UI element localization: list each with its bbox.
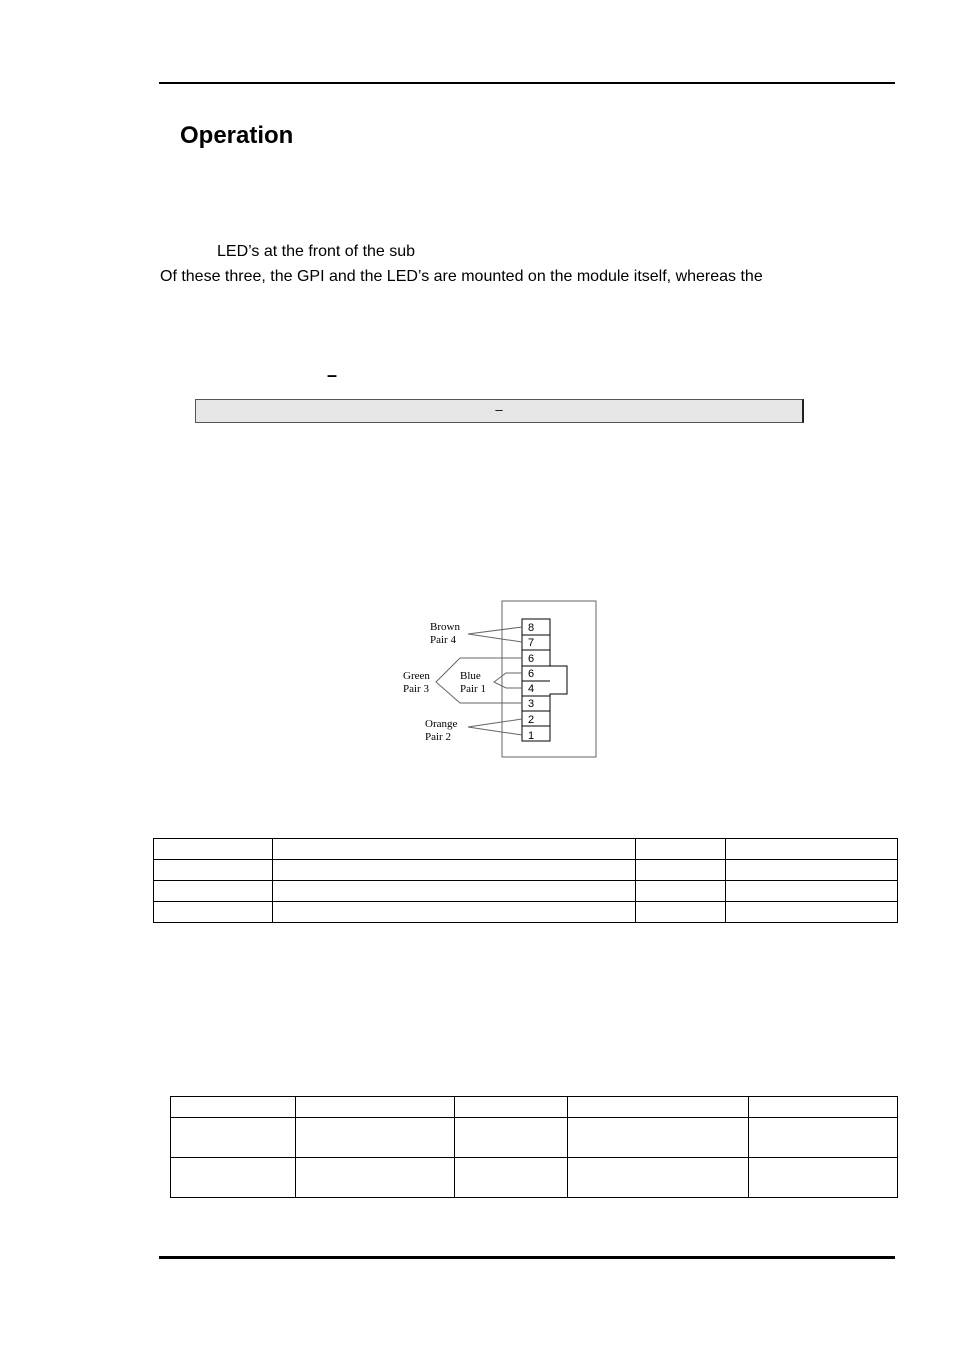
table-row	[154, 839, 898, 860]
table-header-row	[171, 1097, 898, 1118]
label-orange: Orange	[425, 718, 458, 730]
table-row	[154, 902, 898, 923]
pin-label: 6	[527, 668, 535, 680]
pin-assignment-table	[153, 838, 898, 923]
pin-label: 8	[527, 622, 535, 634]
label-pair-1: Pair 1	[460, 683, 486, 695]
caption-bar-text: –	[495, 402, 503, 417]
pin-label: 4	[527, 683, 535, 695]
caption-bar	[195, 399, 804, 423]
table-row	[171, 1158, 898, 1198]
bullet-item-leds: LED’s at the front of the sub	[217, 243, 416, 260]
pin-label: 3	[527, 698, 535, 710]
gpi-table	[170, 1096, 898, 1198]
label-green: Green	[403, 670, 430, 682]
pin-label: 7	[527, 637, 535, 649]
label-pair-3: Pair 3	[403, 683, 429, 695]
pin-label: 2	[527, 714, 535, 726]
label-pair-4: Pair 4	[430, 634, 456, 646]
label-blue: Blue	[460, 670, 481, 682]
footer-rule	[159, 1256, 895, 1259]
rj45-connector-diagram	[398, 598, 600, 762]
pin-label: 6	[527, 653, 535, 665]
body-paragraph: Of these three, the GPI and the LED’s are mounted on the module itself, whereas the	[160, 268, 763, 285]
section-heading: Operation	[180, 122, 294, 149]
table-row	[154, 881, 898, 902]
header-rule	[159, 82, 895, 84]
pin-label: 1	[527, 730, 535, 742]
table-row	[154, 860, 898, 881]
label-pair-2: Pair 2	[425, 731, 451, 743]
label-brown: Brown	[430, 621, 460, 633]
dash-mark: –	[327, 365, 338, 385]
table-row	[171, 1118, 898, 1158]
